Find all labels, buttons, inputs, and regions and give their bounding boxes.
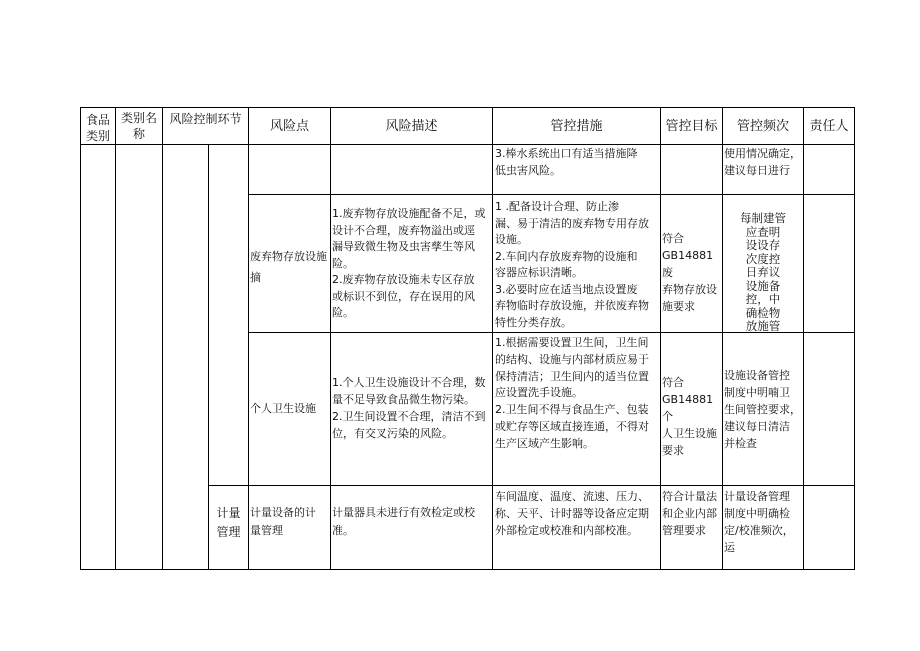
row2-risk-point: 废弃物存放设施 摘 — [250, 250, 327, 284]
col-rule-4 — [330, 107, 331, 570]
header-control-measures: 管控措施 — [550, 119, 603, 134]
row1-control-measures: 3.棒水系统出口有适当措施降 低虫害风险。 — [495, 147, 638, 177]
header-responsible-person: 责任人 — [809, 119, 849, 134]
col-rule-2 — [162, 107, 163, 570]
col-rule-3 — [248, 107, 249, 570]
row4-control-measures: 车间温度、温度、流速、压力、 称、天平、计时器等设备应定期 外部检定或校准和内部校准。 — [495, 490, 649, 537]
header-risk-point: 风险点 — [269, 119, 309, 134]
row3-risk-point: 个人卫生设施 — [250, 402, 316, 415]
row4-risk-point: 计量设备的计 量管理 — [250, 506, 316, 537]
row2-control-target: 符合 GB14881废 弃物存放设 施要求 — [662, 232, 717, 313]
header-control-frequency: 管控频次 — [736, 119, 789, 134]
rule-row1-bottom — [248, 194, 854, 195]
row4-control-frequency: 计量设备管理 制度中明确检 定/校准频次， 运 — [724, 490, 794, 554]
header-risk-control-link: 风险控制环节 — [169, 112, 242, 126]
row3-control-frequency: 设施设备管控 制度中明喃卫 生间管控要求， 建议每日清洁 并检查 — [724, 369, 801, 450]
row4-risk-description: 计量器具未进行有效检定或校 准。 — [332, 506, 475, 537]
col-rule-5 — [492, 107, 493, 570]
col-rule-0 — [80, 107, 81, 570]
row1-control-frequency: 使用情况确定， 建议每日进行 — [724, 147, 801, 177]
rule-header-bottom — [80, 144, 854, 145]
col-rule-7 — [722, 107, 723, 570]
row2-control-measures: 1 .配备设计合理、防止渗 漏、易于清洁的废弃物专用存放 设施。 2.车间内存放废弃物的设施和 容器应标识清晰。 3.必要时应在适当地点设置废 弃物临时存放设施，并依废弃物 特性分类存放。 — [495, 200, 649, 329]
header-category-name: 类别名 称 — [120, 111, 157, 141]
header-risk-description: 风险描述 — [385, 119, 438, 134]
col-rule-9 — [854, 107, 855, 570]
rule-top — [80, 107, 854, 108]
row3-control-target: 符合 GB14881个 人卫生设施 要求 — [662, 376, 717, 457]
rule-bottom — [80, 569, 854, 570]
row4-sub-link: 计量 管理 — [216, 506, 241, 539]
row2-risk-description: 1.废弃物存放设施配备不足，或 设计不合理，废弃物溢出或逕 漏导致微生物及虫害孳生等风 险。 2.废弃物存放设施未专区存放 或标识不到位，存在误用的风 险。 — [332, 207, 486, 319]
col-rule-8 — [803, 107, 804, 570]
col-rule-6 — [660, 107, 661, 570]
col-rule-1 — [115, 107, 116, 570]
row3-control-measures: 1.根据需要设置卫生间，卫生间 的结构、设施与内部材质应易于 保持清洁；卫生间内的适当位置 应设置洗手设施。 2.卫生间不得与食品生产、包装 或贮存等区域直接连通，不得对 生产区域产生影响。 — [495, 336, 649, 450]
rule-row3-bottom — [208, 485, 854, 486]
row3-risk-description: 1.个人卫生设施设计不合理，数 量不足导致食品微生物污染。 2.卫生间设置不合理，清洁不到 位，有交叉污染的风险。 — [332, 376, 486, 440]
row4-control-target: 符合计量法 和企业内部 管理要求 — [662, 490, 717, 537]
header-control-target: 管控目标 — [665, 119, 718, 134]
row2-control-frequency: 每制建管 应查明 设设存 次度控 日弃议 设施备 控，中 确检物 放施管 — [740, 212, 786, 333]
header-food-category: 食品 类别 — [85, 113, 110, 143]
